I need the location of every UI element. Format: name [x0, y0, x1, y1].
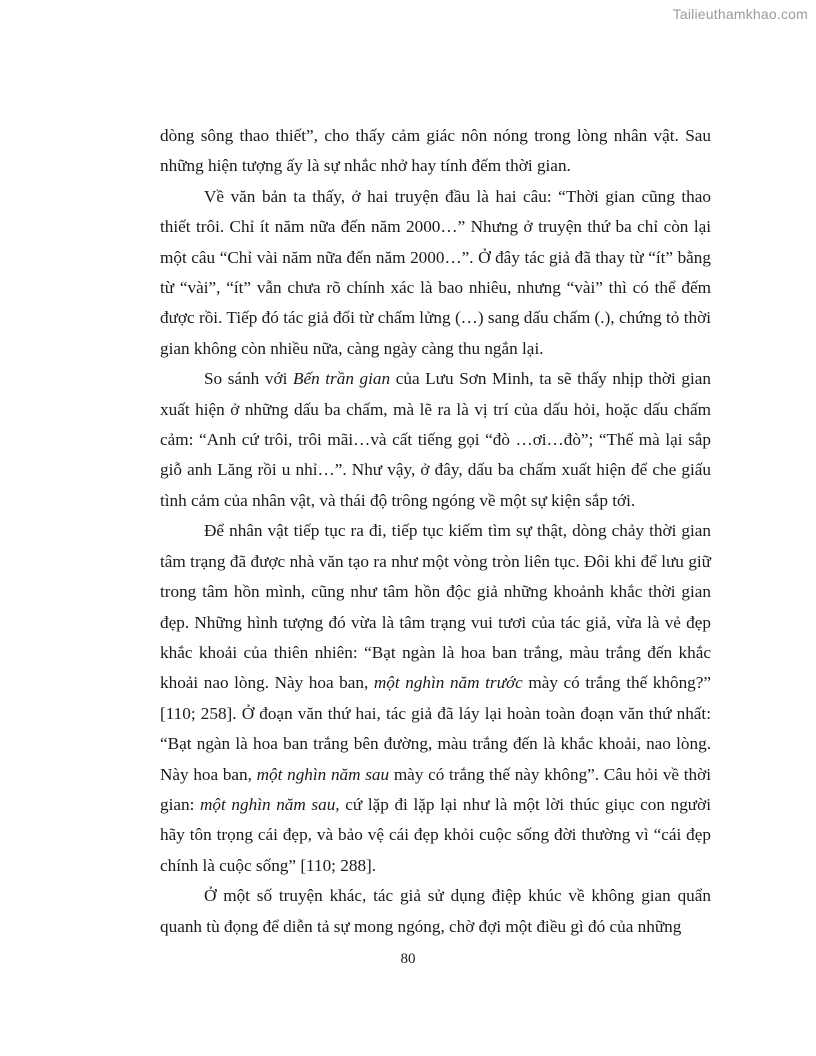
italic-text: Bến trần gian [292, 369, 391, 389]
text-run: của Lưu Sơn Minh, ta sẽ thấy nhịp thời gian xuất hiện ở những dấu ba chấm, mà lẽ ra là vị trí của dấu hỏi, hoặc dấu chấm cảm: “Anh cứ trôi, trôi mãi…và cất tiếng gọi “đò …ơi…đò”; “Thế mà lại sắp giỗ anh Lăng rồi u nhỉ…”. Như vậy, ở đây, dấu ba chấm xuất hiện để che giấu tình cảm của nhân vật, và thái độ trông ngóng về một sự kiện sắp tới. [160, 369, 711, 510]
page-number: 80 [400, 951, 416, 967]
italic-text: một nghìn năm trước [373, 673, 523, 693]
paragraph [160, 364, 711, 516]
paragraph [160, 121, 711, 182]
text-run: mày có trắng thế không?” [110; 258]. Ở đoạn văn thứ hai, tác giả đã láy lại hoàn toàn đoạn văn thứ nhất: “Bạt ngàn là hoa ban trắng bên đường, màu trắng đến là khắc khoải, nao lòng. Này hoa ban, [160, 673, 712, 784]
text-run: mày có trắng thế này không”. Câu hỏi về thời gian: [160, 764, 711, 814]
paragraph [160, 516, 711, 881]
document-body [160, 121, 711, 942]
text-run: cứ lặp đi lặp lại như là một lời thúc giục con người hãy tôn trọng cái đẹp, và bảo vệ cái đẹp khỏi cuộc sống đời thường vì “cái đẹp chính là cuộc sống” [110; 288]. [160, 794, 711, 875]
italic-text: một nghìn năm sau [256, 764, 390, 784]
text-run: Ở một số truyện khác, tác giả sử dụng điệp khúc về không gian quẩn quanh tù đọng để diễn tả sự mong ngóng, chờ đợi một điều gì đó của những [160, 886, 711, 936]
text-run: So sánh với [204, 369, 293, 389]
watermark: Tailieuthamkhao.com [672, 6, 808, 22]
paragraph [160, 881, 711, 942]
italic-text: một nghìn năm sau, [200, 794, 340, 814]
text-run: Để nhân vật tiếp tục ra đi, tiếp tục kiếm tìm sự thật, dòng chảy thời gian tâm trạng đã được nhà văn tạo ra như một vòng tròn liên tục. Đôi khi để lưu giữ trong tâm hồn mình, cũng như tâm hồn độc giả những khoảnh khắc thời gian đẹp. Những hình tượng đó vừa là tâm trạng vui tươi của tác giả, vừa là vẻ đẹp khắc khoải của thiên nhiên: “Bạt ngàn là hoa ban trắng, màu trắng đến khắc khoải nao lòng. Này hoa ban, [160, 521, 711, 693]
text-run: dòng sông thao thiết”, cho thấy cảm giác nôn nóng trong lòng nhân vật. Sau những hiện tượng ấy là sự nhắc nhở hay tính đếm thời gian. [160, 126, 711, 176]
text-run: Về văn bản ta thấy, ở hai truyện đầu là hai câu: “Thời gian cũng thao thiết trôi. Chỉ ít năm nữa đến năm 2000…” Nhưng ở truyện thứ ba chỉ còn lại một câu “Chỉ vài năm nữa đến năm 2000…”. Ở đây tác giả đã thay từ “ít” bằng từ “vài”, “ít” vẫn chưa rõ chính xác là bao nhiêu, nhưng “vài” thì có thể đếm được rồi. Tiếp đó tác giả đổi từ chấm lửng (…) sang dấu chấm (.), chứng tỏ thời gian không còn nhiều nữa, càng ngày càng thu ngắn lại. [160, 186, 711, 358]
paragraph [160, 182, 711, 364]
